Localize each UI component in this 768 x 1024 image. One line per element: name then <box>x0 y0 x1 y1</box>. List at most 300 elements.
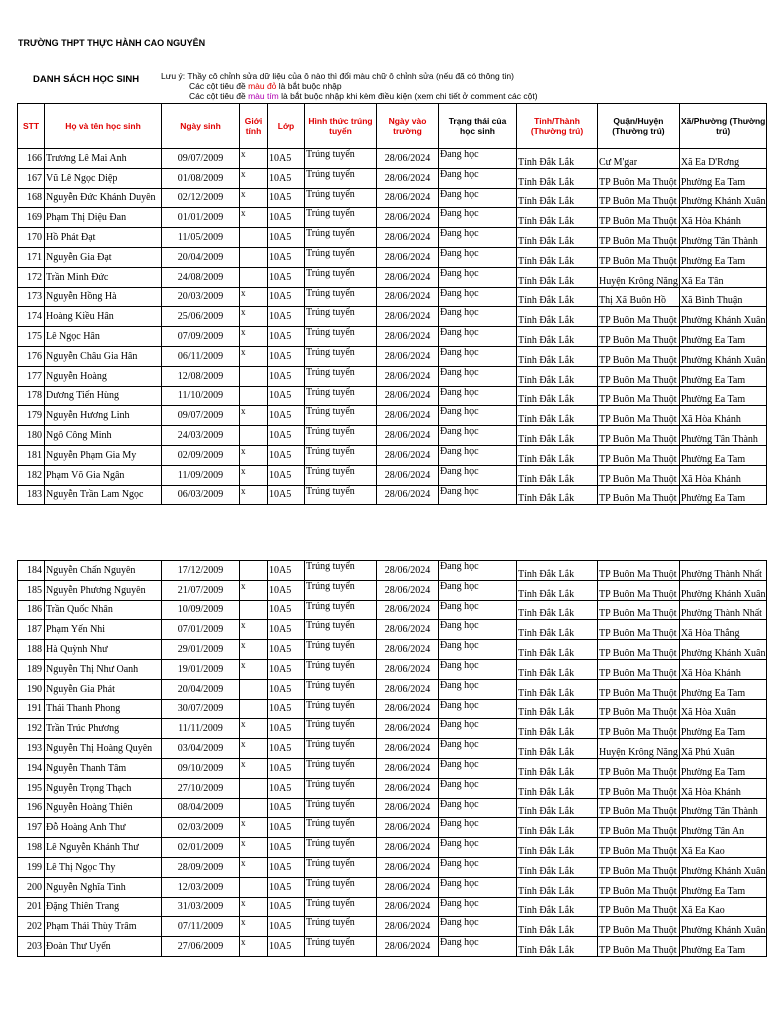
cell-status: Đang học <box>439 758 517 778</box>
cell-admission: Trúng tuyển <box>305 719 377 739</box>
cell-class: 10A5 <box>268 346 305 366</box>
cell-name: Lê Ngọc Hân <box>45 327 162 347</box>
cell-entry-date: 28/06/2024 <box>377 386 439 406</box>
note-line-2-post: là bắt buộc nhập <box>276 81 342 91</box>
cell-ward: Xã Phú Xuân <box>679 739 767 759</box>
cell-admission: Trúng tuyển <box>305 149 377 169</box>
cell-dob: 20/03/2009 <box>162 287 240 307</box>
cell-province: Tỉnh Đắk Lắk <box>517 838 598 858</box>
cell-gender: x <box>240 188 268 208</box>
cell-gender: x <box>240 485 268 505</box>
cell-stt: 181 <box>18 445 45 465</box>
cell-name: Nguyễn Hồng Hà <box>45 287 162 307</box>
cell-status: Đang học <box>439 287 517 307</box>
cell-province: Tỉnh Đắk Lắk <box>517 386 598 406</box>
cell-ward: Xã Hòa Khánh <box>679 659 767 679</box>
cell-entry-date: 28/06/2024 <box>377 307 439 327</box>
cell-name: Nguyễn Đức Khánh Duyên <box>45 188 162 208</box>
cell-gender: x <box>240 208 268 228</box>
cell-stt: 177 <box>18 366 45 386</box>
cell-district: TP Buôn Ma Thuột <box>598 406 680 426</box>
table-row <box>18 838 767 858</box>
cell-class: 10A5 <box>268 561 305 581</box>
cell-class: 10A5 <box>268 838 305 858</box>
cell-gender: x <box>240 818 268 838</box>
cell-district: Huyện Krông Năng <box>598 739 680 759</box>
cell-ward: Phường Tân Thành <box>679 426 767 446</box>
list-title: DANH SÁCH HỌC SINH <box>33 74 140 85</box>
cell-name: Nguyễn Trọng Thạch <box>45 778 162 798</box>
cell-province: Tỉnh Đắk Lắk <box>517 208 598 228</box>
table-row <box>18 247 767 267</box>
cell-district: TP Buôn Ma Thuột <box>598 877 680 897</box>
cell-name: Lê Thị Ngọc Thy <box>45 857 162 877</box>
cell-stt: 194 <box>18 758 45 778</box>
table-row <box>18 640 767 660</box>
cell-entry-date: 28/06/2024 <box>377 818 439 838</box>
cell-gender: x <box>240 406 268 426</box>
cell-class: 10A5 <box>268 719 305 739</box>
cell-status: Đang học <box>439 778 517 798</box>
cell-gender <box>240 267 268 287</box>
cell-status: Đang học <box>439 426 517 446</box>
cell-ward: Xã Bình Thuận <box>679 287 767 307</box>
cell-class: 10A5 <box>268 897 305 917</box>
cell-dob: 29/01/2009 <box>162 640 240 660</box>
cell-status: Đang học <box>439 620 517 640</box>
cell-entry-date: 28/06/2024 <box>377 149 439 169</box>
cell-district: TP Buôn Ma Thuột <box>598 699 680 719</box>
cell-dob: 11/05/2009 <box>162 228 240 248</box>
table-row <box>18 758 767 778</box>
cell-ward: Xã Hòa Khánh <box>679 778 767 798</box>
header-dob: Ngày sinh <box>162 104 240 149</box>
cell-dob: 06/03/2009 <box>162 485 240 505</box>
cell-entry-date: 28/06/2024 <box>377 580 439 600</box>
cell-admission: Trúng tuyển <box>305 426 377 446</box>
table-row <box>18 719 767 739</box>
cell-district: TP Buôn Ma Thuột <box>598 798 680 818</box>
cell-ward: Phường Tân Thành <box>679 228 767 248</box>
cell-ward: Phường Khánh Xuân <box>679 580 767 600</box>
cell-district: Huyện Krông Năng <box>598 267 680 287</box>
cell-class: 10A5 <box>268 267 305 287</box>
cell-name: Đỗ Hoàng Anh Thư <box>45 818 162 838</box>
cell-gender: x <box>240 857 268 877</box>
table-row <box>18 778 767 798</box>
cell-gender: x <box>240 897 268 917</box>
table-row <box>18 346 767 366</box>
cell-status: Đang học <box>439 798 517 818</box>
cell-dob: 28/09/2009 <box>162 857 240 877</box>
cell-district: TP Buôn Ma Thuột <box>598 561 680 581</box>
cell-admission: Trúng tuyển <box>305 168 377 188</box>
cell-dob: 19/01/2009 <box>162 659 240 679</box>
table-row <box>18 877 767 897</box>
cell-name: Nguyễn Thị Hoàng Quyên <box>45 739 162 759</box>
cell-district: TP Buôn Ma Thuột <box>598 620 680 640</box>
cell-gender: x <box>240 168 268 188</box>
cell-class: 10A5 <box>268 659 305 679</box>
table-row <box>18 287 767 307</box>
cell-entry-date: 28/06/2024 <box>377 445 439 465</box>
cell-ward: Phường Khánh Xuân <box>679 307 767 327</box>
cell-status: Đang học <box>439 857 517 877</box>
cell-dob: 31/03/2009 <box>162 897 240 917</box>
cell-stt: 191 <box>18 699 45 719</box>
cell-district: TP Buôn Ma Thuột <box>598 247 680 267</box>
cell-status: Đang học <box>439 679 517 699</box>
cell-district: TP Buôn Ma Thuột <box>598 758 680 778</box>
cell-district: TP Buôn Ma Thuột <box>598 445 680 465</box>
cell-admission: Trúng tuyển <box>305 307 377 327</box>
table-row <box>18 739 767 759</box>
cell-status: Đang học <box>439 818 517 838</box>
cell-province: Tỉnh Đắk Lắk <box>517 679 598 699</box>
cell-name: Nguyễn Gia Đạt <box>45 247 162 267</box>
cell-province: Tỉnh Đắk Lắk <box>517 758 598 778</box>
cell-gender <box>240 877 268 897</box>
cell-name: Nguyễn Gia Phát <box>45 679 162 699</box>
cell-province: Tỉnh Đắk Lắk <box>517 917 598 937</box>
cell-class: 10A5 <box>268 798 305 818</box>
cell-stt: 190 <box>18 679 45 699</box>
cell-province: Tỉnh Đắk Lắk <box>517 877 598 897</box>
student-table-page-2 <box>17 560 767 957</box>
cell-dob: 12/08/2009 <box>162 366 240 386</box>
cell-stt: 193 <box>18 739 45 759</box>
cell-status: Đang học <box>439 267 517 287</box>
cell-admission: Trúng tuyển <box>305 600 377 620</box>
cell-status: Đang học <box>439 485 517 505</box>
cell-admission: Trúng tuyển <box>305 897 377 917</box>
cell-dob: 09/07/2009 <box>162 149 240 169</box>
cell-province: Tỉnh Đắk Lắk <box>517 188 598 208</box>
cell-gender <box>240 699 268 719</box>
cell-gender <box>240 366 268 386</box>
cell-gender <box>240 600 268 620</box>
note-line-2-pre: Các cột tiêu đề <box>189 81 249 91</box>
cell-gender: x <box>240 917 268 937</box>
cell-admission: Trúng tuyển <box>305 465 377 485</box>
cell-name: Ngô Công Minh <box>45 426 162 446</box>
cell-dob: 20/04/2009 <box>162 247 240 267</box>
cell-stt: 172 <box>18 267 45 287</box>
cell-dob: 07/01/2009 <box>162 620 240 640</box>
cell-class: 10A5 <box>268 168 305 188</box>
cell-stt: 197 <box>18 818 45 838</box>
cell-province: Tỉnh Đắk Lắk <box>517 149 598 169</box>
cell-admission: Trúng tuyển <box>305 659 377 679</box>
cell-district: TP Buôn Ma Thuột <box>598 679 680 699</box>
note-line-3 <box>189 91 538 101</box>
cell-province: Tỉnh Đắk Lắk <box>517 699 598 719</box>
cell-stt: 199 <box>18 857 45 877</box>
cell-status: Đang học <box>439 307 517 327</box>
cell-name: Trần Minh Đức <box>45 267 162 287</box>
cell-entry-date: 28/06/2024 <box>377 857 439 877</box>
cell-admission: Trúng tuyển <box>305 917 377 937</box>
cell-district: TP Buôn Ma Thuột <box>598 327 680 347</box>
cell-ward: Phường Khánh Xuân <box>679 917 767 937</box>
cell-province: Tỉnh Đắk Lắk <box>517 659 598 679</box>
cell-district: TP Buôn Ma Thuột <box>598 659 680 679</box>
cell-entry-date: 28/06/2024 <box>377 188 439 208</box>
cell-entry-date: 28/06/2024 <box>377 640 439 660</box>
cell-district: TP Buôn Ma Thuột <box>598 485 680 505</box>
cell-district: TP Buôn Ma Thuột <box>598 168 680 188</box>
cell-admission: Trúng tuyển <box>305 620 377 640</box>
cell-stt: 203 <box>18 937 45 957</box>
cell-status: Đang học <box>439 208 517 228</box>
table-row <box>18 699 767 719</box>
note-line-1: Lưu ý: Thầy cô chỉnh sửa dữ liệu của ô nào thì đổi màu chữ ô chỉnh sửa (nếu đã có thông tin) <box>161 71 514 81</box>
cell-admission: Trúng tuyển <box>305 640 377 660</box>
cell-dob: 01/01/2009 <box>162 208 240 228</box>
cell-admission: Trúng tuyển <box>305 247 377 267</box>
header-gender: Giới tính <box>240 104 268 149</box>
cell-ward: Phường Tân Thành <box>679 798 767 818</box>
cell-class: 10A5 <box>268 386 305 406</box>
cell-name: Nguyễn Hoàng <box>45 366 162 386</box>
cell-class: 10A5 <box>268 778 305 798</box>
cell-status: Đang học <box>439 838 517 858</box>
cell-status: Đang học <box>439 580 517 600</box>
cell-gender: x <box>240 307 268 327</box>
cell-gender: x <box>240 758 268 778</box>
cell-stt: 168 <box>18 188 45 208</box>
cell-gender <box>240 426 268 446</box>
cell-class: 10A5 <box>268 877 305 897</box>
cell-dob: 09/07/2009 <box>162 406 240 426</box>
cell-stt: 186 <box>18 600 45 620</box>
cell-status: Đang học <box>439 561 517 581</box>
cell-status: Đang học <box>439 228 517 248</box>
cell-entry-date: 28/06/2024 <box>377 561 439 581</box>
table-row <box>18 465 767 485</box>
cell-admission: Trúng tuyển <box>305 679 377 699</box>
cell-stt: 182 <box>18 465 45 485</box>
cell-ward: Phường Khánh Xuân <box>679 857 767 877</box>
table-row <box>18 208 767 228</box>
cell-province: Tỉnh Đắk Lắk <box>517 818 598 838</box>
cell-admission: Trúng tuyển <box>305 699 377 719</box>
cell-name: Phạm Thái Thùy Trâm <box>45 917 162 937</box>
cell-entry-date: 28/06/2024 <box>377 917 439 937</box>
cell-gender: x <box>240 659 268 679</box>
cell-dob: 12/03/2009 <box>162 877 240 897</box>
cell-dob: 07/09/2009 <box>162 327 240 347</box>
cell-entry-date: 28/06/2024 <box>377 699 439 719</box>
table-row <box>18 406 767 426</box>
cell-province: Tỉnh Đắk Lắk <box>517 580 598 600</box>
cell-gender <box>240 386 268 406</box>
cell-district: TP Buôn Ma Thuột <box>598 838 680 858</box>
cell-stt: 198 <box>18 838 45 858</box>
cell-stt: 173 <box>18 287 45 307</box>
table-header-row <box>18 104 767 149</box>
cell-district: TP Buôn Ma Thuột <box>598 580 680 600</box>
cell-ward: Xã Hòa Xuân <box>679 699 767 719</box>
table-row <box>18 620 767 640</box>
cell-status: Đang học <box>439 937 517 957</box>
cell-stt: 188 <box>18 640 45 660</box>
table-row <box>18 580 767 600</box>
table-row <box>18 445 767 465</box>
cell-stt: 169 <box>18 208 45 228</box>
cell-class: 10A5 <box>268 445 305 465</box>
cell-province: Tỉnh Đắk Lắk <box>517 640 598 660</box>
cell-province: Tỉnh Đắk Lắk <box>517 346 598 366</box>
cell-gender <box>240 228 268 248</box>
cell-ward: Xã Ea Tân <box>679 267 767 287</box>
cell-stt: 183 <box>18 485 45 505</box>
cell-ward: Phường Khánh Xuân <box>679 188 767 208</box>
cell-stt: 189 <box>18 659 45 679</box>
header-class: Lớp <box>268 104 305 149</box>
cell-name: Nguyễn Trần Lam Ngọc <box>45 485 162 505</box>
cell-district: TP Buôn Ma Thuột <box>598 346 680 366</box>
cell-province: Tỉnh Đắk Lắk <box>517 857 598 877</box>
cell-name: Đoàn Thư Uyển <box>45 937 162 957</box>
cell-class: 10A5 <box>268 758 305 778</box>
cell-province: Tỉnh Đắk Lắk <box>517 327 598 347</box>
cell-district: TP Buôn Ma Thuột <box>598 465 680 485</box>
cell-entry-date: 28/06/2024 <box>377 366 439 386</box>
cell-class: 10A5 <box>268 287 305 307</box>
cell-province: Tỉnh Đắk Lắk <box>517 307 598 327</box>
cell-class: 10A5 <box>268 406 305 426</box>
cell-entry-date: 28/06/2024 <box>377 208 439 228</box>
cell-admission: Trúng tuyển <box>305 208 377 228</box>
header-admission: Hình thức trúng tuyển <box>305 104 377 149</box>
cell-ward: Phường Ea Tam <box>679 719 767 739</box>
table-row <box>18 386 767 406</box>
cell-dob: 06/11/2009 <box>162 346 240 366</box>
cell-dob: 30/07/2009 <box>162 699 240 719</box>
cell-name: Lê Nguyễn Khánh Thư <box>45 838 162 858</box>
cell-class: 10A5 <box>268 640 305 660</box>
table-row <box>18 485 767 505</box>
cell-admission: Trúng tuyển <box>305 366 377 386</box>
cell-name: Dương Tiến Hùng <box>45 386 162 406</box>
cell-status: Đang học <box>439 346 517 366</box>
cell-stt: 179 <box>18 406 45 426</box>
cell-class: 10A5 <box>268 188 305 208</box>
cell-dob: 09/10/2009 <box>162 758 240 778</box>
cell-admission: Trúng tuyển <box>305 778 377 798</box>
cell-dob: 24/03/2009 <box>162 426 240 446</box>
cell-admission: Trúng tuyển <box>305 857 377 877</box>
cell-province: Tỉnh Đắk Lắk <box>517 798 598 818</box>
cell-district: TP Buôn Ma Thuột <box>598 719 680 739</box>
table-row <box>18 426 767 446</box>
cell-province: Tỉnh Đắk Lắk <box>517 600 598 620</box>
cell-ward: Phường Ea Tam <box>679 168 767 188</box>
table-row <box>18 679 767 699</box>
cell-entry-date: 28/06/2024 <box>377 877 439 897</box>
cell-province: Tỉnh Đắk Lắk <box>517 937 598 957</box>
cell-entry-date: 28/06/2024 <box>377 897 439 917</box>
cell-name: Nguyễn Hương Linh <box>45 406 162 426</box>
cell-stt: 174 <box>18 307 45 327</box>
cell-name: Hồ Phát Đạt <box>45 228 162 248</box>
cell-gender: x <box>240 149 268 169</box>
cell-name: Nguyễn Thị Như Oanh <box>45 659 162 679</box>
cell-gender <box>240 247 268 267</box>
cell-dob: 03/04/2009 <box>162 739 240 759</box>
cell-class: 10A5 <box>268 307 305 327</box>
cell-entry-date: 28/06/2024 <box>377 937 439 957</box>
cell-ward: Phường Ea Tam <box>679 366 767 386</box>
cell-province: Tỉnh Đắk Lắk <box>517 287 598 307</box>
cell-province: Tỉnh Đắk Lắk <box>517 620 598 640</box>
cell-gender: x <box>240 719 268 739</box>
cell-admission: Trúng tuyển <box>305 818 377 838</box>
header-status: Trạng thái của học sinh <box>439 104 517 149</box>
header-name: Họ và tên học sinh <box>45 104 162 149</box>
table-row <box>18 659 767 679</box>
cell-district: TP Buôn Ma Thuột <box>598 937 680 957</box>
table-row <box>18 168 767 188</box>
cell-ward: Xã Ea Kao <box>679 838 767 858</box>
cell-gender: x <box>240 640 268 660</box>
cell-district: TP Buôn Ma Thuột <box>598 778 680 798</box>
cell-status: Đang học <box>439 659 517 679</box>
cell-dob: 11/10/2009 <box>162 386 240 406</box>
cell-status: Đang học <box>439 366 517 386</box>
cell-name: Hoàng Kiều Hân <box>45 307 162 327</box>
cell-ward: Xã Hòa Thắng <box>679 620 767 640</box>
cell-gender: x <box>240 465 268 485</box>
table-row <box>18 818 767 838</box>
table-row <box>18 561 767 581</box>
cell-entry-date: 28/06/2024 <box>377 719 439 739</box>
cell-entry-date: 28/06/2024 <box>377 838 439 858</box>
cell-admission: Trúng tuyển <box>305 937 377 957</box>
cell-status: Đang học <box>439 699 517 719</box>
cell-name: Đặng Thiên Trang <box>45 897 162 917</box>
cell-name: Nguyễn Phương Nguyên <box>45 580 162 600</box>
cell-admission: Trúng tuyển <box>305 758 377 778</box>
cell-admission: Trúng tuyển <box>305 188 377 208</box>
cell-stt: 178 <box>18 386 45 406</box>
cell-province: Tỉnh Đắk Lắk <box>517 228 598 248</box>
cell-entry-date: 28/06/2024 <box>377 485 439 505</box>
cell-ward: Phường Tân An <box>679 818 767 838</box>
cell-district: TP Buôn Ma Thuột <box>598 188 680 208</box>
cell-entry-date: 28/06/2024 <box>377 659 439 679</box>
cell-province: Tỉnh Đắk Lắk <box>517 465 598 485</box>
cell-status: Đang học <box>439 327 517 347</box>
cell-ward: Phường Ea Tam <box>679 247 767 267</box>
cell-entry-date: 28/06/2024 <box>377 168 439 188</box>
cell-admission: Trúng tuyển <box>305 838 377 858</box>
cell-status: Đang học <box>439 445 517 465</box>
cell-name: Vũ Lê Ngọc Diệp <box>45 168 162 188</box>
table-row <box>18 600 767 620</box>
cell-district: TP Buôn Ma Thuột <box>598 366 680 386</box>
cell-entry-date: 28/06/2024 <box>377 600 439 620</box>
cell-dob: 07/11/2009 <box>162 917 240 937</box>
cell-entry-date: 28/06/2024 <box>377 465 439 485</box>
cell-name: Nguyễn Chấn Nguyên <box>45 561 162 581</box>
cell-province: Tỉnh Đắk Lắk <box>517 739 598 759</box>
cell-province: Tỉnh Đắk Lắk <box>517 485 598 505</box>
cell-status: Đang học <box>439 640 517 660</box>
cell-gender: x <box>240 580 268 600</box>
cell-ward: Phường Ea Tam <box>679 445 767 465</box>
